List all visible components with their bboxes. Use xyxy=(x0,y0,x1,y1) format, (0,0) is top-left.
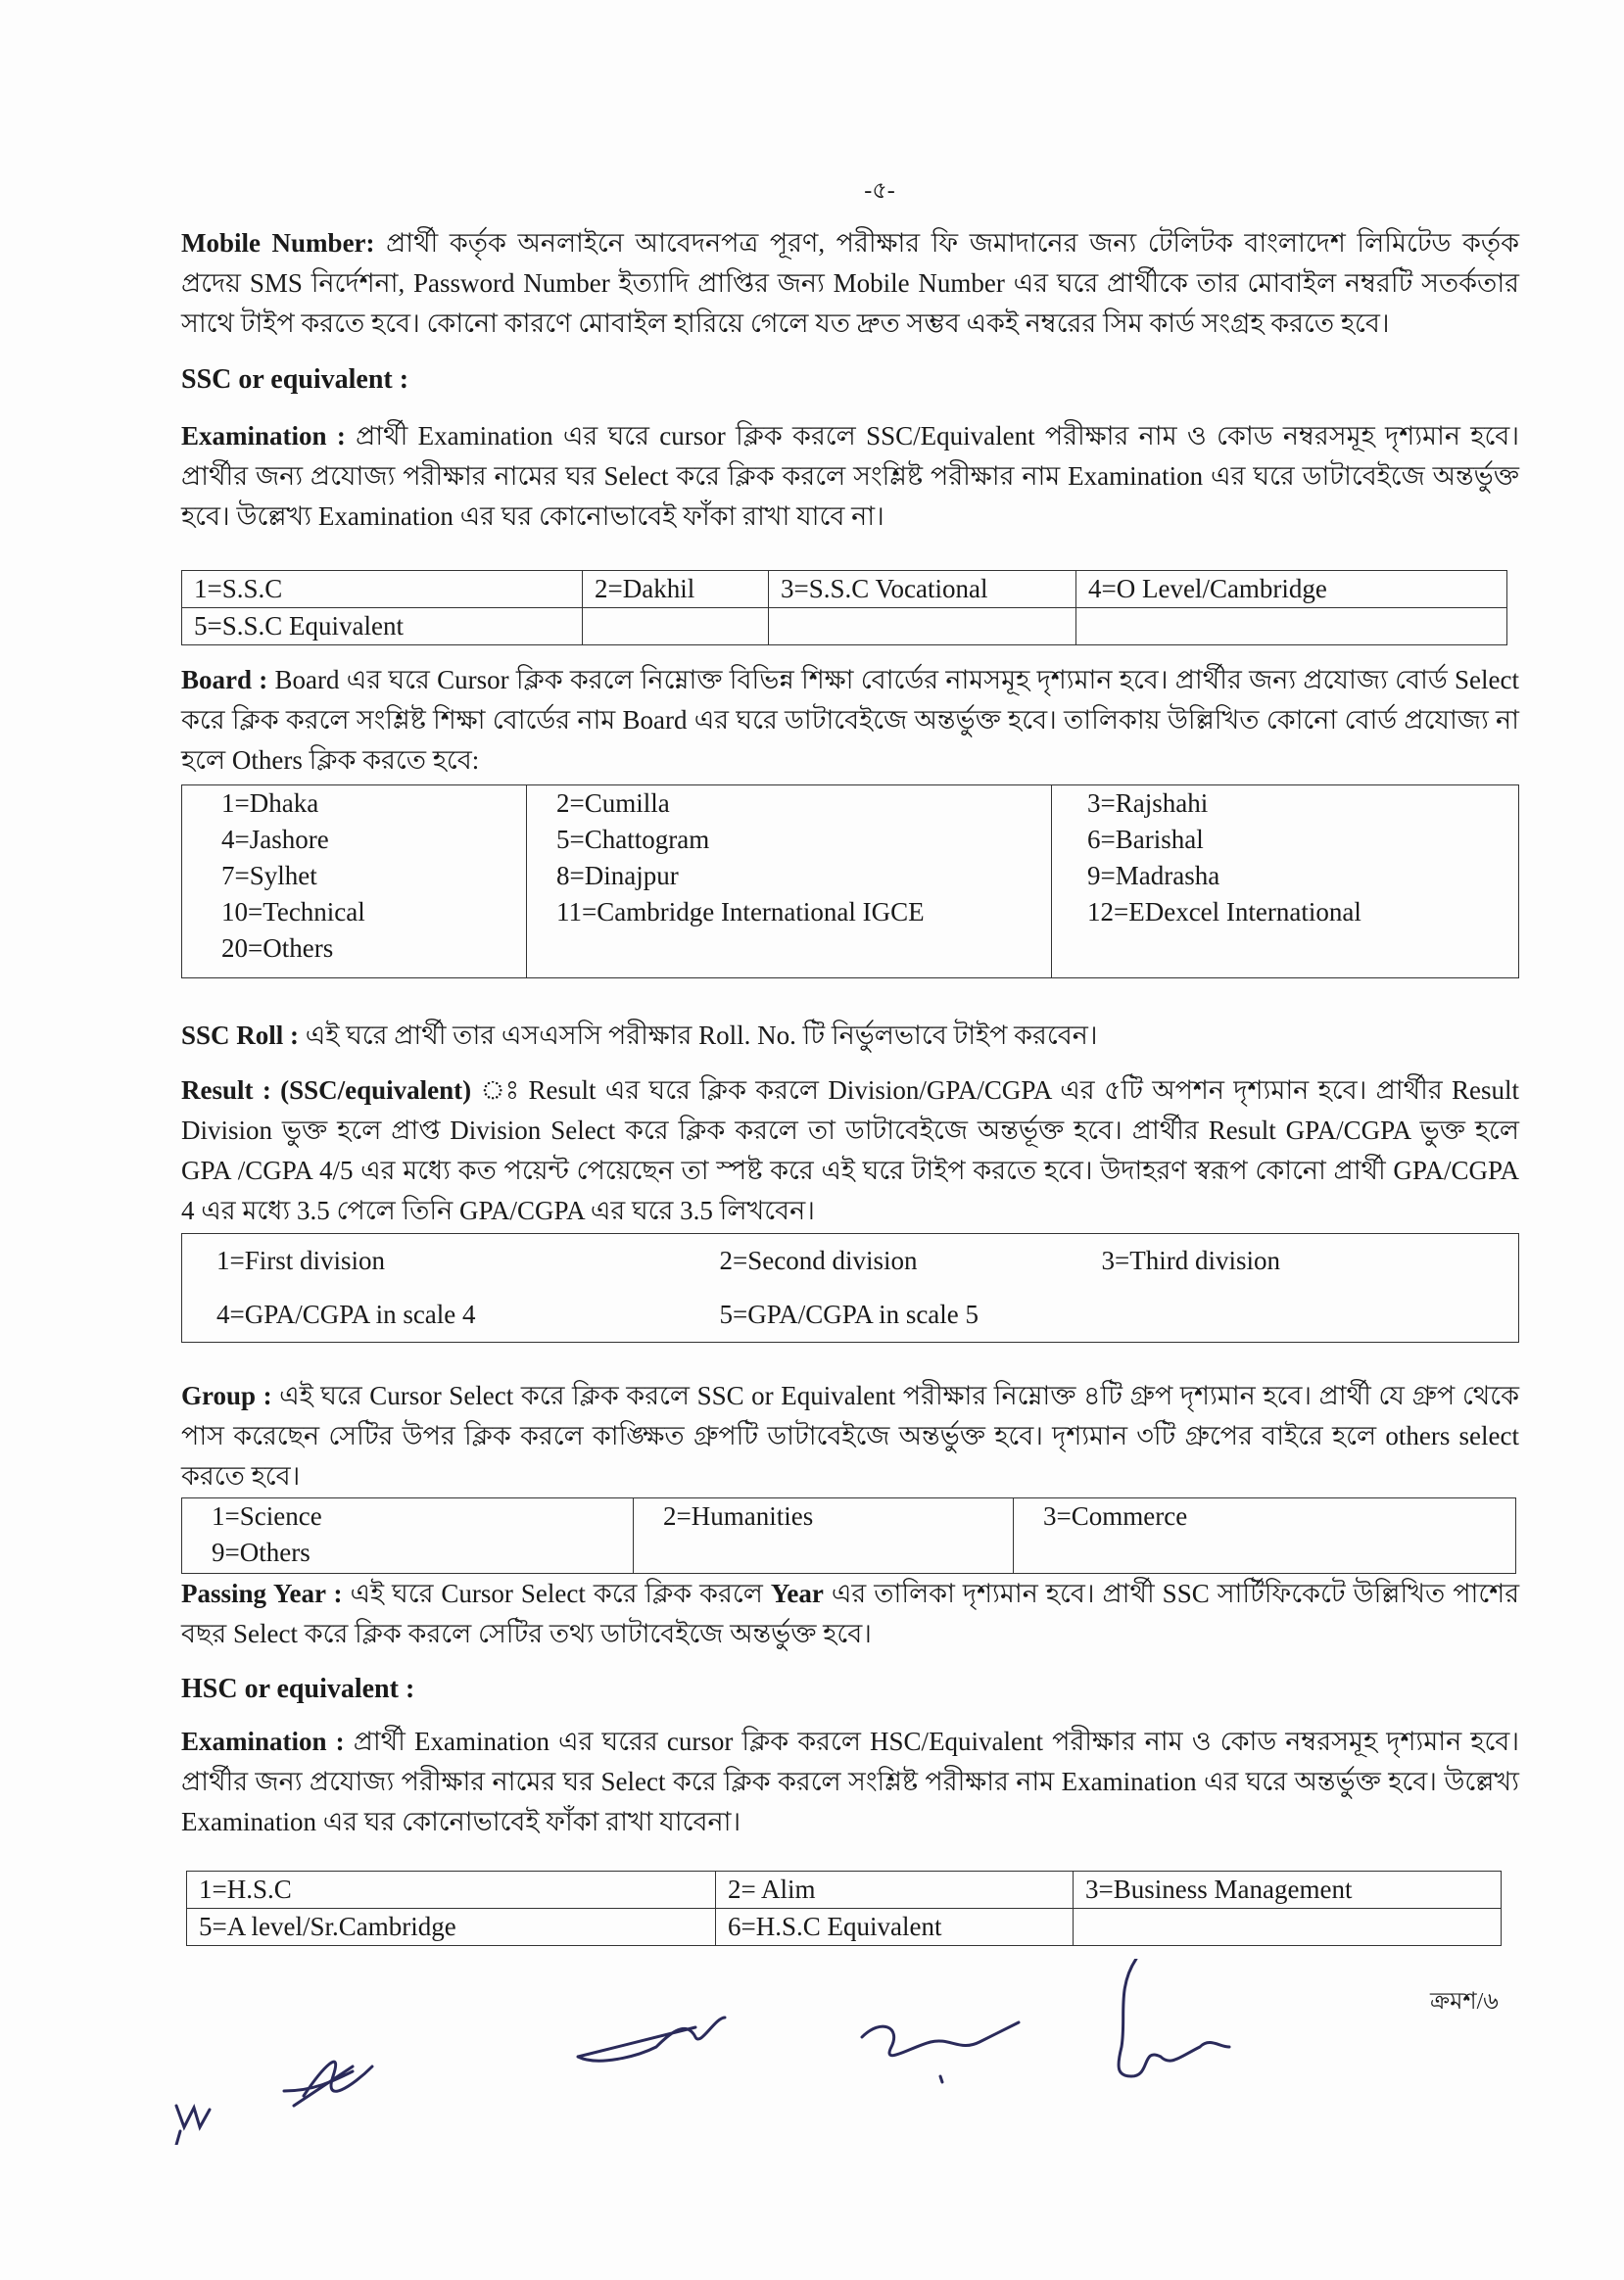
hsc-examination-label: Examination : xyxy=(181,1727,345,1756)
table-cell: 4=O Level/Cambridge xyxy=(1076,571,1507,608)
table-cell: 5=S.S.C Equivalent xyxy=(182,608,583,645)
mobile-number-label: Mobile Number: xyxy=(181,228,375,258)
signature-2 xyxy=(284,2062,372,2106)
group-paragraph xyxy=(181,1376,1519,1496)
table-cell xyxy=(583,608,769,645)
board-option: 5=Chattogram xyxy=(556,825,710,854)
result-label: Result : (SSC/equivalent) xyxy=(181,1075,472,1105)
board-label: Board : xyxy=(181,665,268,694)
signature-4 xyxy=(862,2022,1019,2082)
board-option: 9=Madrasha xyxy=(1087,861,1220,890)
board-option: 11=Cambridge International IGCE xyxy=(556,897,925,926)
table-cell xyxy=(527,785,1052,978)
board-paragraph xyxy=(181,660,1519,781)
board-text: Board এর ঘরে Cursor ক্লিক করলে নিম্নোক্ত বিভিন্ন শিক্ষা বোর্ডের নামসমূহ দৃশ্যমান হবে। প্রার্থীর জন্য প্রযোজ্য বোর্ড Select করে ক্লিক করলে সংশ্লিষ্ট শিক্ষা বোর্ডের নাম Board এর ঘরে ডাটাবেইজে অন্তর্ভুক্ত হবে। তালিকায় উল্লিখিত কোনো বোর্ড প্রযোজ্য না হলে Others ক্লিক করতে হবে: xyxy=(181,665,1519,775)
passing-year-text: এই ঘরে Cursor Select করে ক্লিক করলে xyxy=(350,1579,763,1608)
signature-1 xyxy=(176,2106,210,2145)
board-option: 3=Rajshahi xyxy=(1087,788,1209,818)
board-option: 7=Sylhet xyxy=(221,861,317,890)
ssc-examination-table xyxy=(181,570,1507,645)
table-row xyxy=(182,1498,1516,1574)
table-row xyxy=(182,608,1507,645)
table-row xyxy=(182,785,1519,978)
ssc-roll-label: SSC Roll : xyxy=(181,1021,300,1050)
ssc-examination-text: প্রার্থী Examination এর ঘরে cursor ক্লিক করলে SSC/Equivalent পরীক্ষার নাম ও কোড নম্বরসমূহ দৃশ্যমান হবে। প্রার্থীর জন্য প্রযোজ্য পরীক্ষার নামের ঘর Select করে ক্লিক করলে সংশ্লিষ্ট পরীক্ষার নাম Examination এর ঘরে ডাটাবেইজে অন্তর্ভুক্ত হবে। উল্লেখ্য Examination এর ঘর কোনোভাবেই ফাঁকা রাখা যাবে না। xyxy=(181,421,1519,531)
passing-year-text-2: এর তালিকা দৃশ্যমান হবে। প্রার্থী SSC সার্টিফিকেটে উল্লিখিত পাশের বছর Select করে ক্লিক করলে সেটির তথ্য ডাটাবেইজে অন্তর্ভুক্ত হবে। xyxy=(181,1579,1520,1648)
board-option: 10=Technical xyxy=(221,897,365,926)
table-row xyxy=(187,1909,1502,1946)
table-cell xyxy=(182,785,527,978)
board-option: 4=Jashore xyxy=(221,825,329,854)
table-cell: 1=H.S.C xyxy=(187,1872,716,1909)
table-cell: 3=Business Management xyxy=(1074,1872,1502,1909)
table-cell: 3=S.S.C Vocational xyxy=(769,571,1076,608)
table-cell: 5=GPA/CGPA in scale 5 xyxy=(719,1300,979,1329)
signature-3 xyxy=(578,2018,725,2061)
continued-note: ক্রমশ/৬ xyxy=(1430,1989,1499,2015)
table-cell: 1=First division xyxy=(216,1246,386,1275)
ssc-examination-paragraph xyxy=(181,416,1519,537)
mobile-number-paragraph xyxy=(181,223,1519,344)
hsc-heading: HSC or equivalent : xyxy=(181,1674,415,1704)
table-cell: 6=H.S.C Equivalent xyxy=(716,1909,1074,1946)
table-cell xyxy=(1090,1288,1519,1343)
board-option: 6=Barishal xyxy=(1087,825,1204,854)
board-table xyxy=(181,784,1519,978)
signature-5 xyxy=(1119,1959,1229,2076)
table-cell: 1=S.S.C xyxy=(182,571,583,608)
table-cell xyxy=(769,608,1076,645)
board-option: 20=Others xyxy=(221,933,334,963)
table-cell: 2= Alim xyxy=(716,1872,1074,1909)
table-cell xyxy=(1074,1909,1502,1946)
board-option: 12=EDexcel International xyxy=(1087,897,1361,926)
passing-year-label: Passing Year : xyxy=(181,1579,343,1608)
passing-year-paragraph xyxy=(181,1574,1519,1654)
ssc-roll-text: এই ঘরে প্রার্থী তার এসএসসি পরীক্ষার Roll. No. টি নির্ভুলভাবে টাইপ করবেন। xyxy=(305,1021,1098,1050)
table-cell: 4=GPA/CGPA in scale 4 xyxy=(216,1300,476,1329)
table-row xyxy=(187,1872,1502,1909)
table-cell: 3=Third division xyxy=(1101,1246,1280,1275)
board-option: 1=Dhaka xyxy=(221,788,319,818)
result-table xyxy=(181,1233,1519,1343)
table-cell xyxy=(1076,608,1507,645)
group-option: 1=Science xyxy=(212,1501,322,1531)
group-option: 9=Others xyxy=(212,1538,310,1567)
mobile-number-text: প্রার্থী কর্তৃক অনলাইনে আবেদনপত্র পূরণ, পরীক্ষার ফি জমাদানের জন্য টেলিটক বাংলাদেশ লিমিটেড কর্তৃক প্রদেয় SMS নির্দেশনা, Password Number ইত্যাদি প্রাপ্তির জন্য Mobile Number এর ঘরে প্রার্থীকে তার মোবাইল নম্বরটি সতর্কতার সাথে টাইপ করতে হবে। কোনো কারণে মোবাইল হারিয়ে গেলে যত দ্রুত সম্ভব একই নম্বরের সিম কার্ড সংগ্রহ করতে হবে। xyxy=(181,228,1519,338)
table-cell xyxy=(182,1498,634,1574)
result-text: ঃ Result এর ঘরে ক্লিক করলে Division/GPA/CGPA এর ৫টি অপশন দৃশ্যমান হবে। প্রার্থীর Result Division ভুক্ত হলে প্রাপ্ত Division Select করে ক্লিক করলে তা ডাটাবেইজে অন্তর্ভূক্ত হবে। প্রার্থীর Result GPA/CGPA ভুক্ত হলে GPA /CGPA 4/5 এর মধ্যে কত পয়েন্ট পেয়েছেন তা স্পষ্ট করে এই ঘরে টাইপ করতে হবে। উদাহরণ স্বরূপ কোনো প্রার্থী GPA/CGPA 4 এর মধ্যে 3.5 পেলে তিনি GPA/CGPA এর ঘরে 3.5 লিখবেন। xyxy=(181,1075,1519,1225)
group-label: Group : xyxy=(181,1381,272,1410)
result-paragraph xyxy=(181,1070,1519,1231)
table-cell: 2=Humanities xyxy=(634,1498,1014,1574)
table-cell: 5=A level/Sr.Cambridge xyxy=(187,1909,716,1946)
hsc-examination-text: প্রার্থী Examination এর ঘরের cursor ক্লিক করলে HSC/Equivalent পরীক্ষার নাম ও কোড নম্বরসমূহ দৃশ্যমান হবে। প্রার্থীর জন্য প্রযোজ্য পরীক্ষার নামের ঘর Select করে ক্লিক করলে সংশ্লিষ্ট পরীক্ষার নাম Examination এর ঘরে অন্তর্ভুক্ত হবে। উল্লেখ্য Examination এর ঘর কোনোভাবেই ফাঁকা রাখা যাবেনা। xyxy=(181,1727,1519,1836)
group-table xyxy=(181,1497,1516,1574)
table-cell: 3=Commerce xyxy=(1014,1498,1516,1574)
table-cell: 2=Dakhil xyxy=(583,571,769,608)
signatures xyxy=(157,1959,1332,2145)
hsc-examination-table xyxy=(186,1871,1502,1946)
table-cell: 2=Second division xyxy=(719,1246,918,1275)
board-option: 8=Dinajpur xyxy=(556,861,679,890)
hsc-examination-paragraph xyxy=(181,1722,1519,1842)
board-option: 2=Cumilla xyxy=(556,788,670,818)
ssc-roll-paragraph xyxy=(181,1016,1519,1056)
table-row xyxy=(182,571,1507,608)
table-row xyxy=(182,1234,1519,1289)
ssc-examination-label: Examination : xyxy=(181,421,346,451)
passing-year-bold-word: Year xyxy=(770,1579,824,1608)
table-row xyxy=(182,1288,1519,1343)
page-number: -৫- xyxy=(864,178,895,204)
table-cell xyxy=(1052,785,1519,978)
group-text: এই ঘরে Cursor Select করে ক্লিক করলে SSC or Equivalent পরীক্ষার নিম্নোক্ত ৪টি গ্রুপ দৃশ্যমান হবে। প্রার্থী যে গ্রুপ থেকে পাস করেছেন সেটির উপর ক্লিক করলে কাঙ্ক্ষিত গ্রুপটি ডাটাবেইজে অন্তর্ভুক্ত হবে। দৃশ্যমান ৩টি গ্রুপের বাইরে হলে others select করতে হবে। xyxy=(181,1381,1519,1491)
ssc-heading: SSC or equivalent : xyxy=(181,364,409,395)
